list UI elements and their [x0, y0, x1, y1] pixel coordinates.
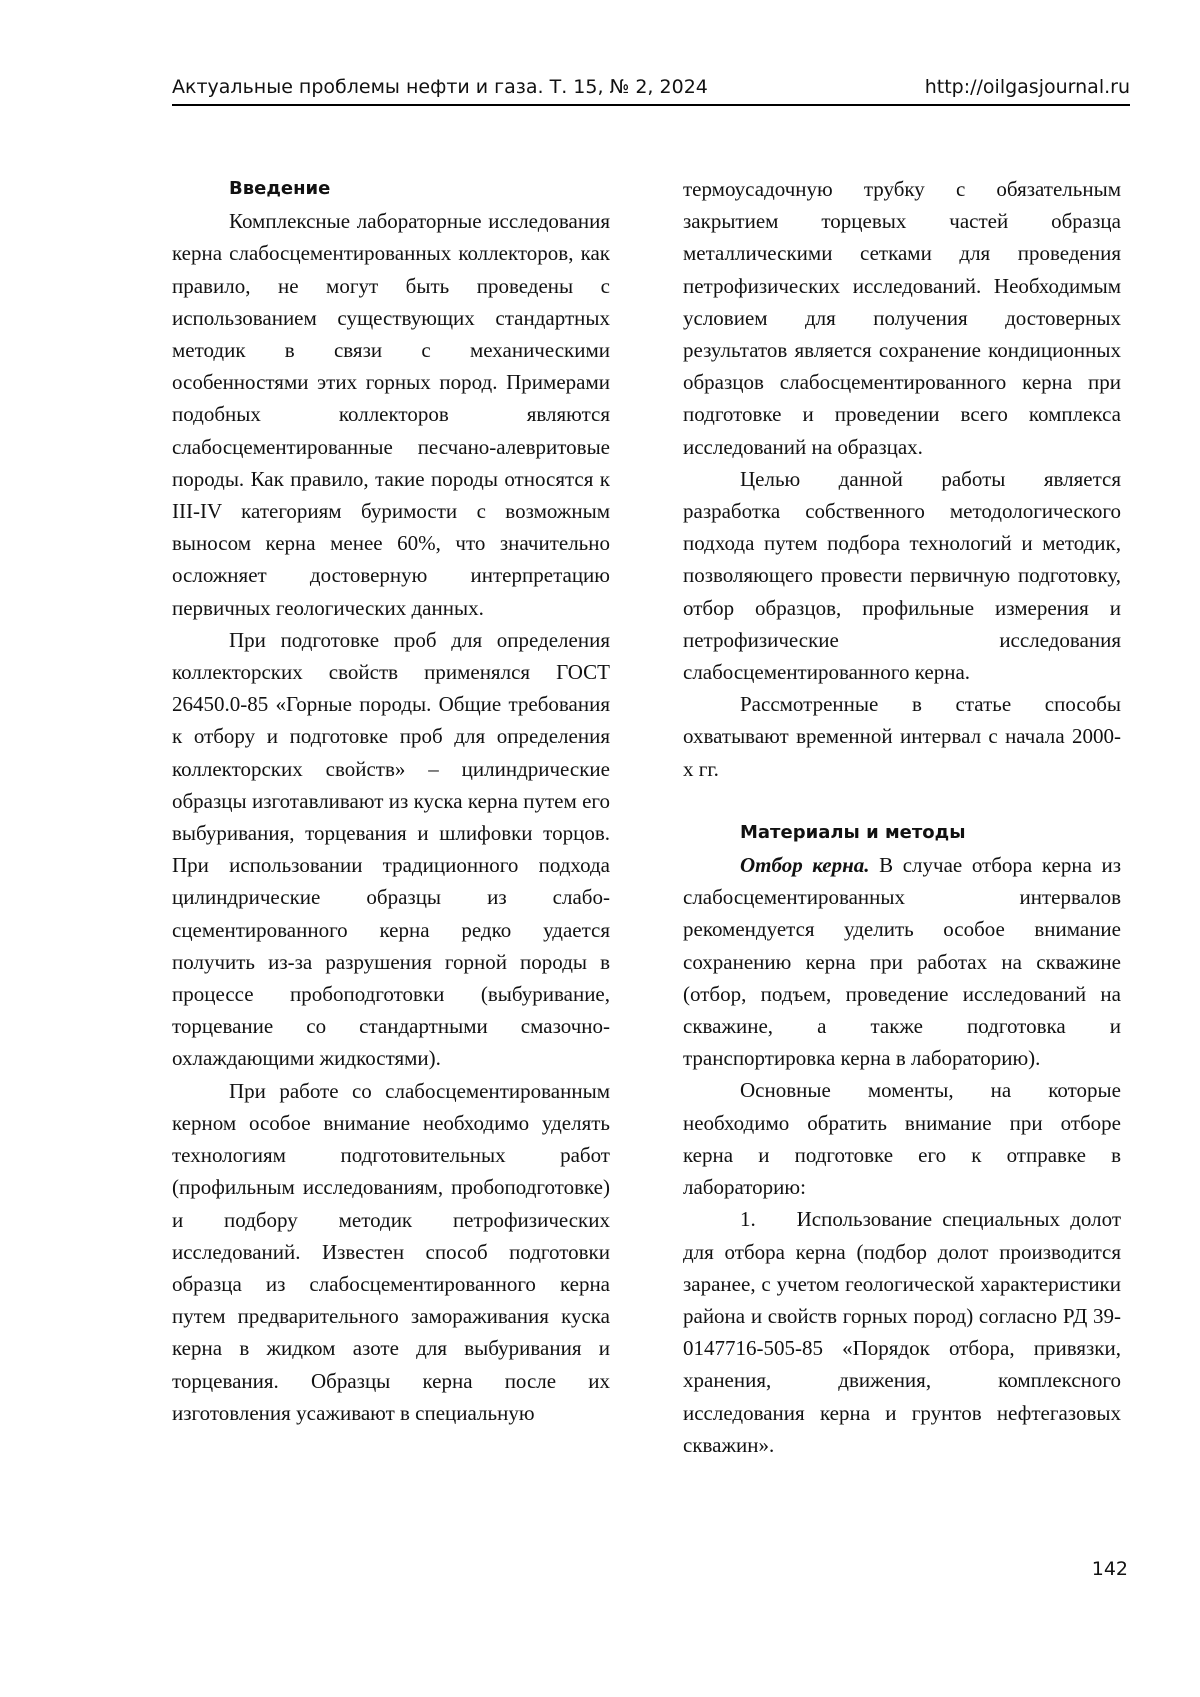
spacer	[683, 785, 1121, 817]
paragraph: При подготовке проб для определения коллекторских свойств применялся ГОСТ 26450.0-85 «Горные породы. Общие требования к отбору и подготовке проб для определения коллекторских свойств» – цилиндрические образцы изготавливают из куска керна путем его выбуривания, торцевания и шлифовки торцов. При использовании традиционного подхода цилиндрические образцы из слабосцементированного керна редко удается получить из-за разрушения горной породы в процессе пробоподготовки (выбуривание, торцевание со стандартными смазочно-охлаждающими жидкостями).	[172, 627, 610, 1071]
run-in-heading: Отбор керна.	[740, 853, 870, 878]
paragraph	[683, 849, 1121, 1074]
list-number: 1.	[740, 1207, 756, 1232]
paragraph-text: В случае отбора керна из слабосцементированных интервалов рекомендуется уделить особое внимание сохранению керна при работах на скважине (отбор, подъем, проведение исследований на скважине, а также подготовка и транспортировка керна в лабораторию).	[683, 853, 1121, 1071]
journal-url[interactable]: http://oilgasjournal.ru	[924, 76, 1130, 98]
left-column	[172, 173, 610, 1429]
list-item	[683, 1203, 1121, 1461]
paragraph: Целью данной работы является разработка собственного методологического подхода путем подбора технологий и методик, позволяющего провести первичную подготовку, отбор образцов, профильные измерения и петрофизические исследования слабосцементированного керна.	[683, 466, 1121, 685]
section-heading-introduction: Введение	[229, 178, 331, 199]
paragraph: термоусадочную трубку с обязательным закрытием торцевых частей образца металлическими сетками для проведения петрофизических исследований. Необходимым условием для получения достоверных результатов является сохранение кондиционных образцов слабосцементированного керна при подготовке и проведении всего комплекса исследований на образцах.	[683, 177, 1121, 459]
paragraph: Рассмотренные в статье способы охватывают временной интервал с начала 2000-х гг.	[683, 692, 1121, 781]
paragraph: Комплексные лабораторные исследования керна слабосцементированных коллекторов, как правило, не могут быть проведены с использованием существующих стандартных методик в связи с механическими особенностями этих горных пород. Примерами подобных коллекторов являются слабосцементированные песчано-алевритовые породы. Как правило, такие породы относятся к III-IV категориям буримости с возможным выносом керна менее 60%, что значительно осложняет достоверную интерпретацию первичных геологических данных.	[172, 209, 610, 620]
list-text: Использование специальных долот для отбора керна (подбор долот производится заранее, с учетом геологической характеристики района и свойств горных пород) согласно РД 39-0147716-505-85 «Порядок отбора, привязки, хранения, движения, комплексного исследования керна и грунтов нефтегазовых скважин».	[683, 1207, 1121, 1457]
paragraph: При работе со слабосцементированным керном особое внимание необходимо уделять технологиям подготовительных работ (профильным исследованиям, пробоподготовке) и подбору методик петрофизических исследований. Известен способ подготовки образца из слабосцементированного керна путем предварительного замораживания куска керна в жидком азоте для выбуривания и торцевания. Образцы керна после их изготовления усаживают в специальную	[172, 1078, 610, 1425]
section-heading-materials-methods: Материалы и методы	[740, 821, 966, 843]
page-number: 142	[1091, 1558, 1128, 1580]
paragraph: Основные моменты, на которые необходимо обратить внимание при отборе керна и подготовке его к отправке в лабораторию:	[683, 1078, 1121, 1200]
right-column	[683, 173, 1121, 1461]
running-header	[172, 76, 1130, 106]
journal-title: Актуальные проблемы нефти и газа. Т. 15, № 2, 2024	[172, 76, 708, 98]
